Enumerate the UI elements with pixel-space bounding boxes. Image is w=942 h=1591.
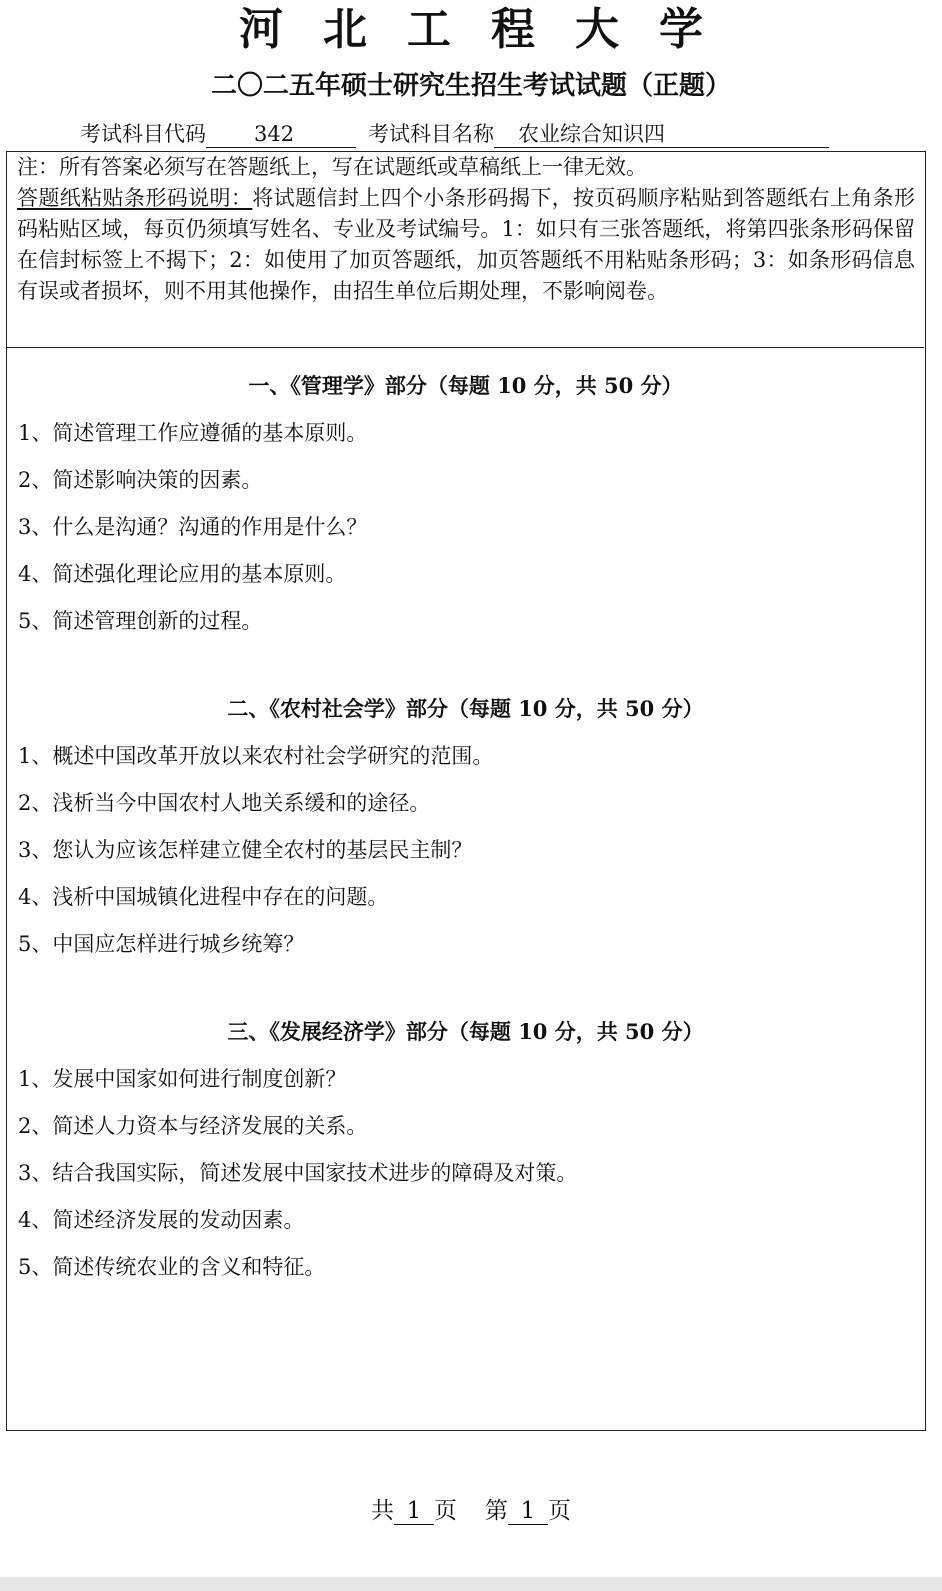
question-item: 5、中国应怎样进行城乡统筹？ <box>18 932 305 956</box>
page-number-suffix: 页 <box>548 1498 571 1524</box>
subject-code-value: 342 <box>206 121 356 148</box>
subject-name-value: 农业综合知识四 <box>494 121 829 148</box>
exam-paper-box <box>6 151 926 1431</box>
section-heading-management: 一、《管理学》部分（每题 10 分，共 50 分） <box>248 373 683 398</box>
total-pages-suffix: 页 <box>434 1498 457 1524</box>
subject-name-label: 考试科目名称 <box>368 122 494 146</box>
section-heading-rural-sociology: 二、《农村社会学》部分（每题 10 分，共 50 分） <box>227 696 704 721</box>
notice-area <box>7 152 924 348</box>
exam-title: 二〇二五年硕士研究生招生考试试题（正题） <box>210 71 731 101</box>
question-item: 1、概述中国改革开放以来农村社会学研究的范围。 <box>18 744 494 768</box>
barcode-instructions <box>17 183 915 307</box>
question-item: 5、简述管理创新的过程。 <box>18 609 263 633</box>
subject-info-row <box>80 118 829 150</box>
page-footer <box>0 1495 942 1527</box>
question-item: 3、什么是沟通？沟通的作用是什么？ <box>18 515 368 539</box>
section-heading-development-economics: 三、《发展经济学》部分（每题 10 分，共 50 分） <box>227 1019 704 1044</box>
question-item: 1、发展中国家如何进行制度创新？ <box>18 1067 347 1091</box>
question-item: 3、结合我国实际，简述发展中国家技术进步的障碍及对策。 <box>18 1161 578 1185</box>
question-item: 4、简述强化理论应用的基本原则。 <box>18 562 347 586</box>
total-pages-prefix: 共 <box>371 1498 394 1524</box>
question-item: 2、简述人力资本与经济发展的关系。 <box>18 1114 368 1138</box>
university-name: 河北工程大学 <box>239 4 743 55</box>
page-number-prefix: 第 <box>485 1498 508 1524</box>
barcode-instructions-text: 将试题信封上四个小条形码揭下，按页码顺序粘贴到答题纸右上角条形码粘贴区域，每页仍须填写姓名、专业及考试编号。1：如只有三张答题纸，将第四张条形码保留在信封标签上不揭下；2：如使用了加页答题纸，加页答题纸不用粘贴条形码；3：如条形码信息有误或者损坏，则不用其他操作，由招生单位后期处理，不影响阅卷。 <box>17 186 916 303</box>
answer-notice: 注：所有答案必须写在答题纸上，写在试题纸或草稿纸上一律无效。 <box>17 155 647 179</box>
question-item: 4、浅析中国城镇化进程中存在的问题。 <box>18 885 389 909</box>
question-item: 4、简述经济发展的发动因素。 <box>18 1208 305 1232</box>
question-item: 3、您认为应该怎样建立健全农村的基层民主制？ <box>18 838 473 862</box>
total-pages-value: 1 <box>394 1498 434 1525</box>
question-list-rural-sociology <box>18 741 493 976</box>
barcode-instructions-title: 答题纸粘贴条形码说明： <box>17 186 253 210</box>
question-item: 2、简述影响决策的因素。 <box>18 468 263 492</box>
question-item: 2、浅析当今中国农村人地关系缓和的途径。 <box>18 791 431 815</box>
question-list-management <box>18 418 367 653</box>
question-item: 1、简述管理工作应遵循的基本原则。 <box>18 421 368 445</box>
question-list-development-economics <box>18 1064 577 1299</box>
bottom-edge-bar <box>0 1577 942 1591</box>
question-item: 5、简述传统农业的含义和特征。 <box>18 1255 326 1279</box>
page-number-value: 1 <box>508 1498 548 1525</box>
subject-code-label: 考试科目代码 <box>80 122 206 146</box>
